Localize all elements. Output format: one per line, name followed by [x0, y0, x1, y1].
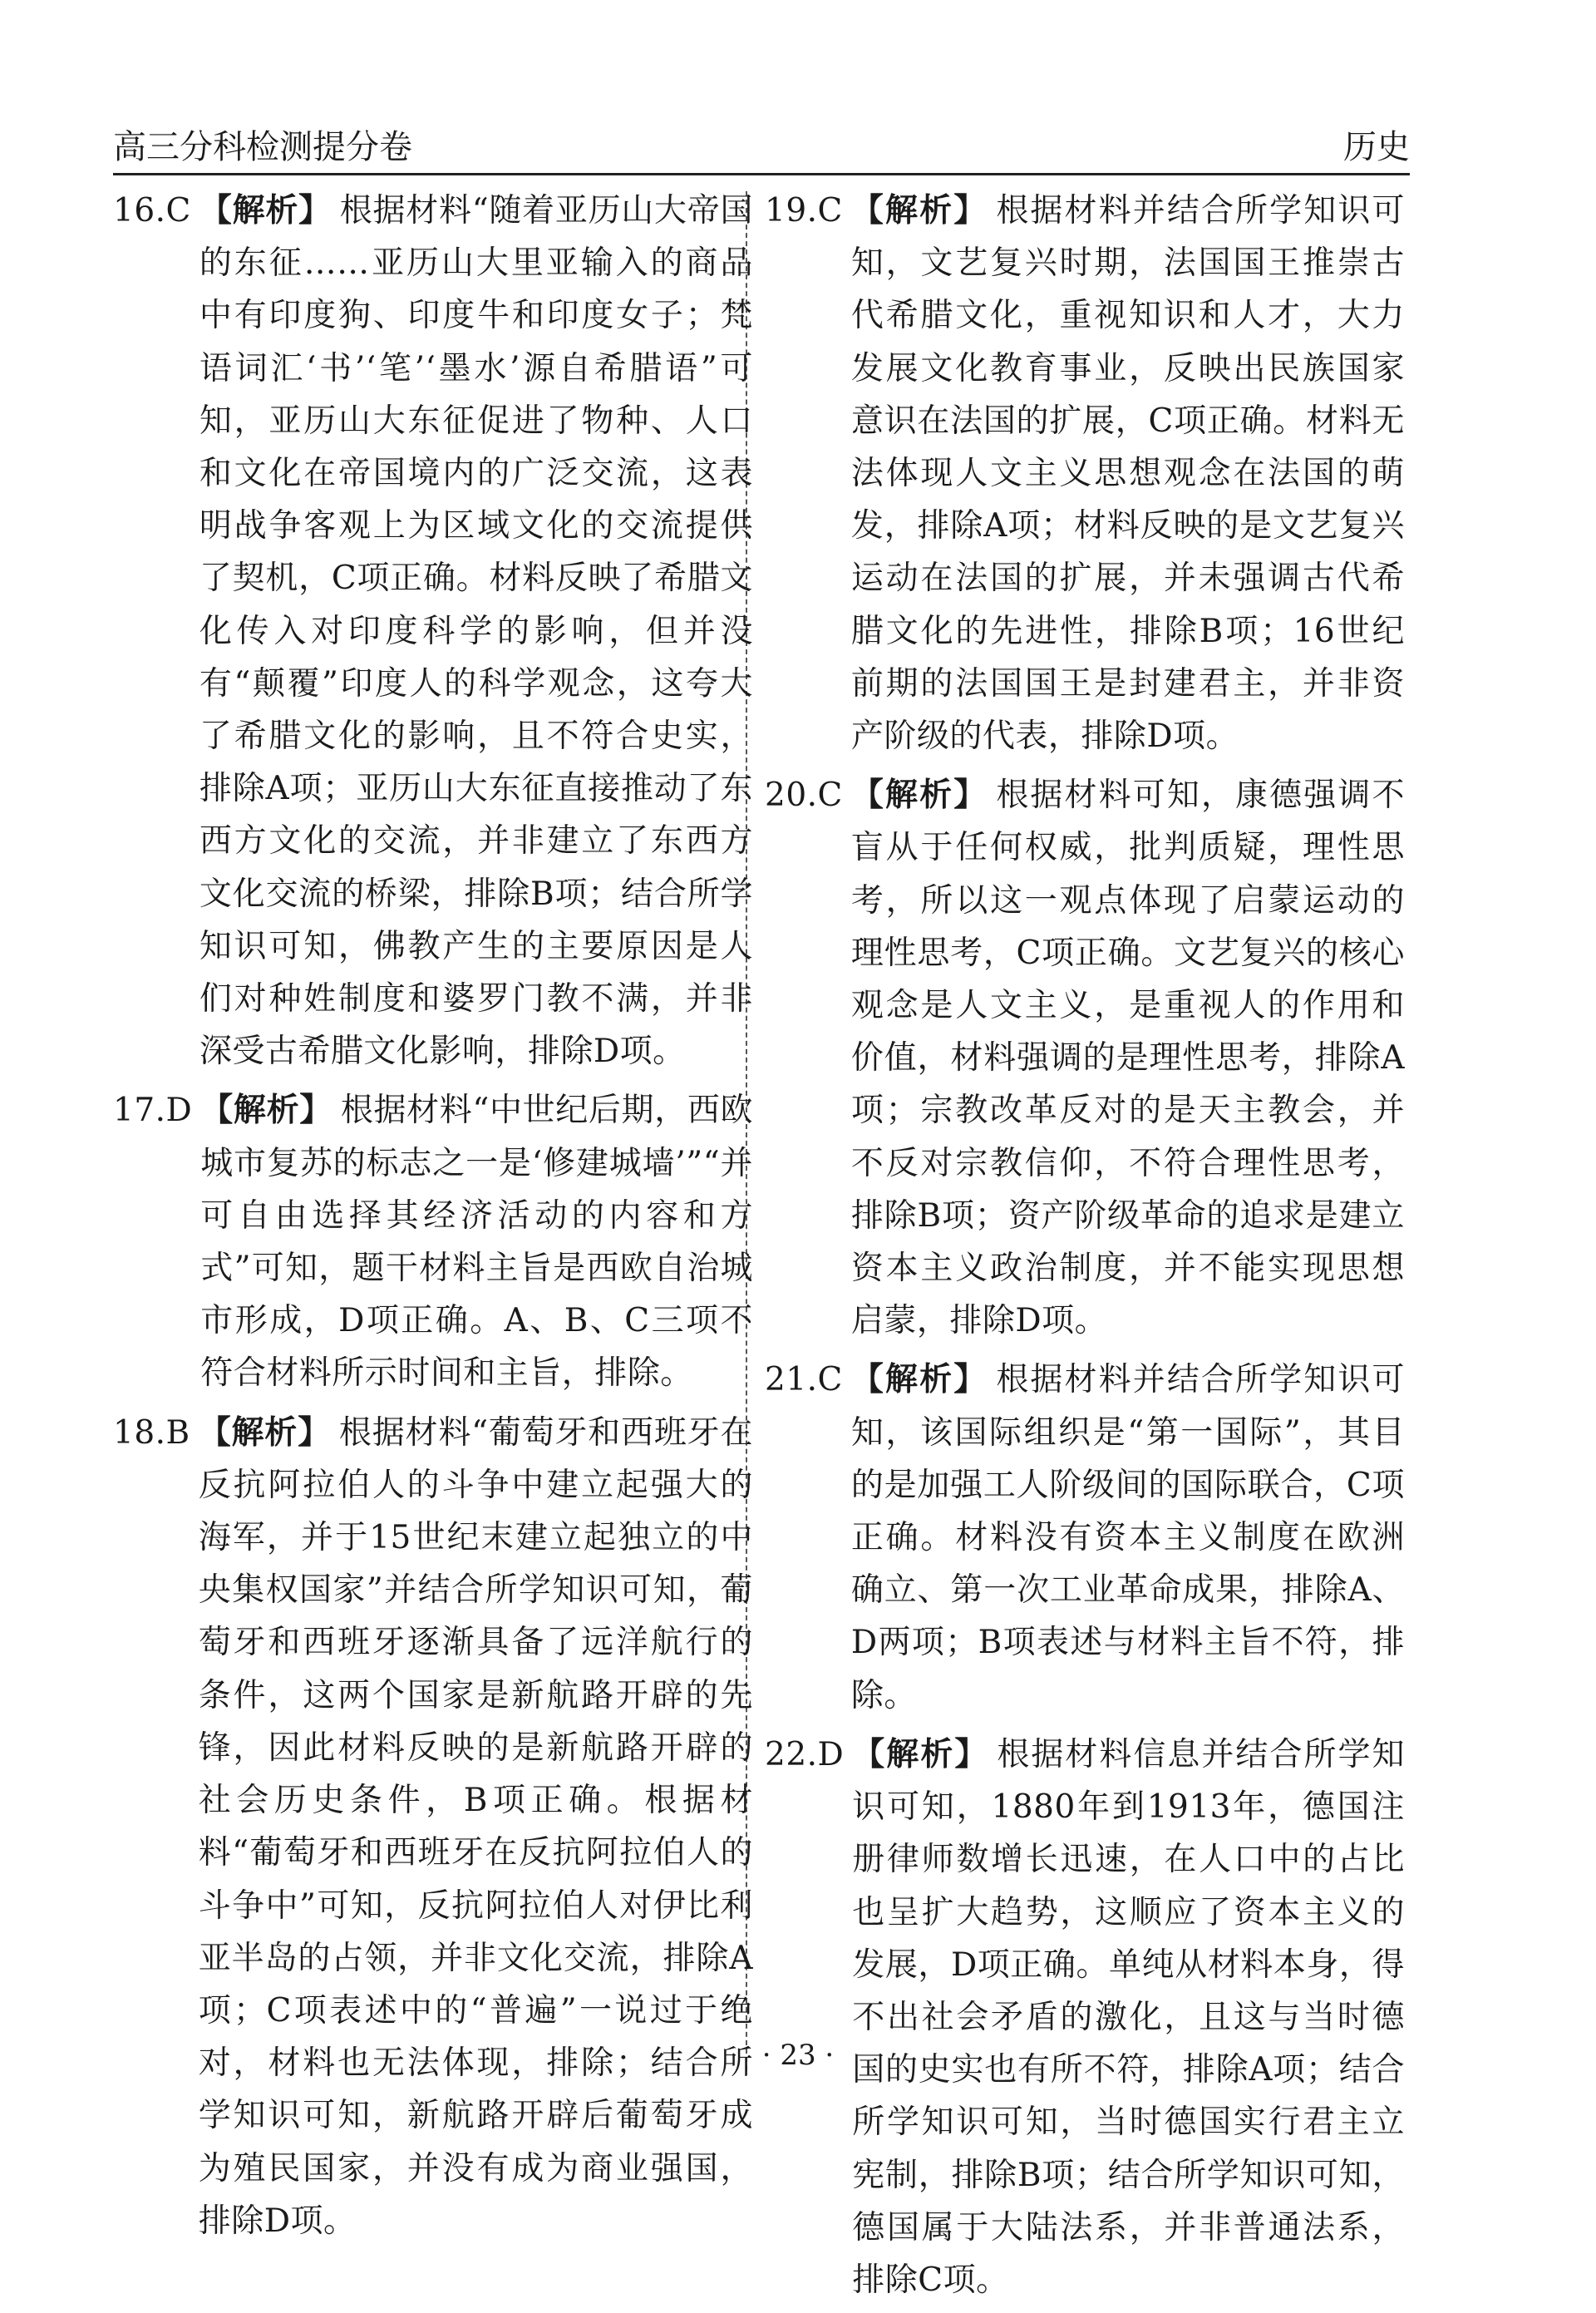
answer-text: 根据材料“葡萄牙和西班牙在反抗阿拉伯人的斗争中建立起强大的海军，并于15世纪末建立起独立的中央集权国家”并结合所学知识可知，葡萄牙和西班牙逐渐具备了远洋航行的条件，这两个国家是新航路开辟的先锋，因此材料反映的是新航路开辟的社会历史条件，B项正确。根据材料“葡萄牙和西班牙在反抗阿拉伯人的斗争中”可知，反抗阿拉伯人对伊比利亚半岛的占领，并非文化交流，排除A项；C项表述中的“普遍”一说过于绝对，材料也无法体现，排除；结合所学知识可知，新航路开辟后葡萄牙成为殖民国家，并没有成为商业强国，排除D项。: [198, 1413, 753, 2240]
answer-number: 18.B: [113, 1413, 190, 1452]
analysis-tag: 【解析】: [200, 1092, 332, 1130]
answer-19: [765, 185, 1405, 762]
analysis-tag: 【解析】: [852, 1735, 989, 1773]
analysis-tag: 【解析】: [199, 192, 332, 229]
answer-number: 20.C: [765, 777, 843, 815]
right-column: [765, 185, 1405, 2313]
answer-20: [765, 769, 1405, 1347]
answer-22: [765, 1729, 1405, 2306]
answer-number: 17.D: [113, 1092, 193, 1130]
answer-16: [113, 185, 753, 1078]
answer-text: 根据材料信息并结合所学知识可知，1880年到1913年，德国注册律师数增长迅速，在人口中的占比也呈扩大趋势，这顺应了资本主义的发展，D项正确。单纯从材料本身，得不出社会矛盾的激化，且这与当时德国的史实也有所不符，排除A项；结合所学知识可知，当时德国实行君主立宪制，排除B项；结合所学知识可知，德国属于大陆法系，并非普通法系，排除C项。: [852, 1735, 1405, 2299]
answer-text: 根据材料并结合所学知识可知，该国际组织是“第一国际”，其目的是加强工人阶级间的国际联合，C项正确。材料没有资本主义制度在欧洲确立、第一次工业革命成果，排除A、D两项；B项表述与材料主旨不符，排除。: [850, 1361, 1405, 1714]
analysis-tag: 【解析】: [850, 777, 988, 815]
left-column: [113, 185, 753, 2254]
header-title: 高三分科检测提分卷: [113, 128, 412, 166]
answer-21: [765, 1354, 1405, 1721]
answer-text: 根据材料“随着亚历山大帝国的东征……亚历山大里亚输入的商品中有印度狗、印度牛和印度女子；梵语词汇‘书’‘笔’‘墨水’源自希腊语”可知，亚历山大东征促进了物种、人口和文化在帝国境内的广泛交流，这表明战争客观上为区域文化的交流提供了契机，C项正确。材料反映了希腊文化传入对印度科学的影响，但并没有“颠覆”印度人的科学观念，这夸大了希腊文化的影响，且不符合史实，排除A项；亚历山大东征直接推动了东西方文化的交流，并非建立了东西方文化交流的桥梁，排除B项；结合所学知识可知，佛教产生的主要原因是人们对种姓制度和婆罗门教不满，并非深受古希腊文化影响，排除D项。: [199, 192, 753, 1071]
analysis-tag: 【解析】: [198, 1413, 331, 1452]
header-subject: 历史: [1343, 128, 1410, 166]
page-number: · 23 ·: [761, 2039, 835, 2072]
answer-text: 根据材料并结合所学知识可知，文艺复兴时期，法国国王推崇古代希腊文化，重视知识和人才，大力发展文化教育事业，反映出民族国家意识在法国的扩展，C项正确。材料无法体现人文主义思想观念在法国的萌发，排除A项；材料反映的是文艺复兴运动在法国的扩展，并未强调古代希腊文化的先进性，排除B项；16世纪前期的法国国王是封建君主，并非资产阶级的代表，排除D项。: [850, 192, 1405, 756]
analysis-tag: 【解析】: [850, 1361, 988, 1399]
answer-17: [113, 1084, 753, 1399]
analysis-tag: 【解析】: [850, 192, 988, 229]
answer-text: 根据材料可知，康德强调不盲从于任何权威，批判质疑，理性思考，所以这一观点体现了启蒙运动的理性思考，C项正确。文艺复兴的核心观念是人文主义，是重视人的作用和价值，材料强调的是理性思考，排除A项；宗教改革反对的是天主教会，并不反对宗教信仰，不符合理性思考，排除B项；资产阶级革命的追求是建立资本主义政治制度，并不能实现思想启蒙，排除D项。: [850, 777, 1405, 1340]
answer-18: [113, 1407, 753, 2247]
answer-number: 22.D: [765, 1735, 845, 1773]
answer-text: 根据材料“中世纪后期，西欧城市复苏的标志之一是‘修建城墙’”“并可自由选择其经济活动的内容和方式”可知，题干材料主旨是西欧自治城市形成，D项正确。A、B、C三项不符合材料所示时间和主旨，排除。: [200, 1092, 753, 1393]
answer-number: 21.C: [765, 1361, 843, 1399]
answer-number: 16.C: [113, 192, 191, 229]
answer-number: 19.C: [765, 192, 843, 229]
page-header: [113, 125, 1410, 175]
